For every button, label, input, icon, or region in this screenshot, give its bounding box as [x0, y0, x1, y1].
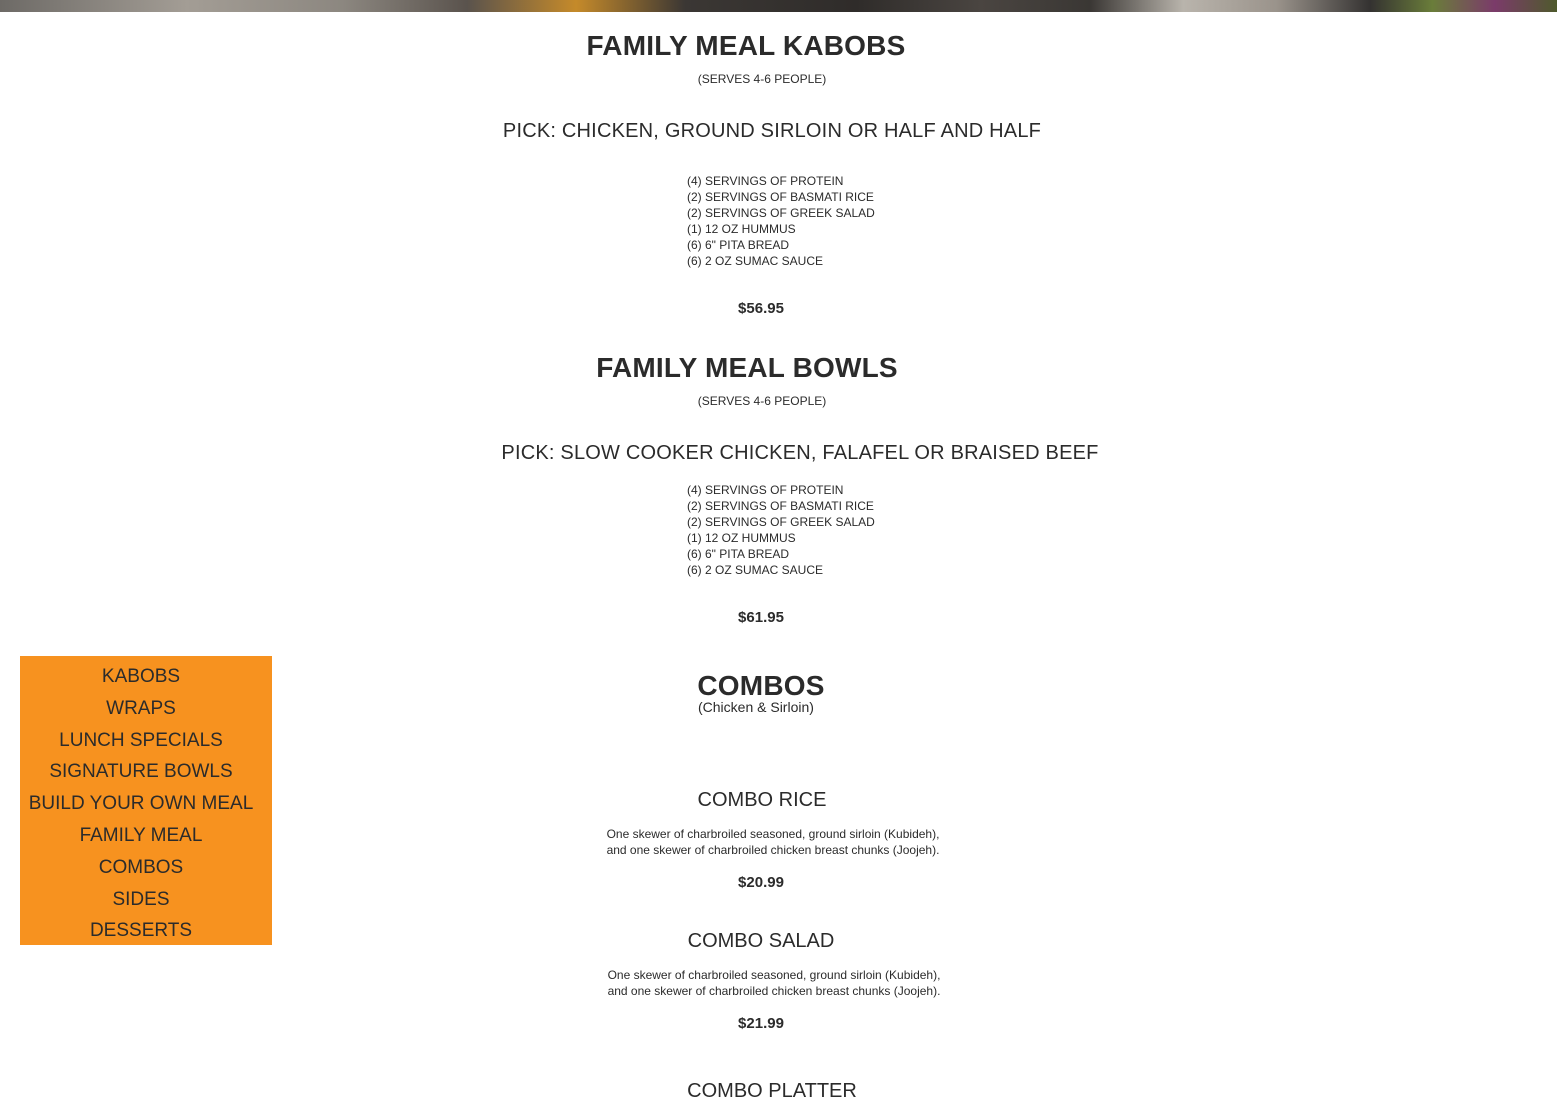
menu-item-description	[573, 826, 973, 858]
price: $20.99	[738, 874, 784, 891]
list-item: (2) SERVINGS OF GREEK SALAD	[687, 206, 875, 220]
menu-item-name: COMBO PLATTER	[687, 1080, 857, 1102]
nav-item-lunch-specials[interactable]: LUNCH SPECIALS	[59, 729, 223, 751]
included-items-list	[687, 173, 947, 269]
list-item: (2) SERVINGS OF GREEK SALAD	[687, 515, 875, 529]
hero-image-strip	[0, 0, 1557, 12]
list-item: (1) 12 OZ HUMMUS	[687, 531, 796, 545]
nav-item-signature-bowls[interactable]: SIGNATURE BOWLS	[49, 761, 233, 783]
pick-options: PICK: SLOW COOKER CHICKEN, FALAFEL OR BRAISED BEEF	[501, 442, 1099, 464]
list-item: (6) 2 OZ SUMAC SAUCE	[687, 254, 824, 268]
list-item: (1) 12 OZ HUMMUS	[687, 222, 796, 236]
menu-item-name: COMBO SALAD	[687, 930, 835, 952]
nav-item-sides[interactable]: SIDES	[112, 888, 170, 910]
description-line: and one skewer of charbroiled chicken breast chunks (Joojeh).	[606, 843, 940, 857]
nav-item-family-meal[interactable]: FAMILY MEAL	[79, 824, 203, 846]
list-item: (4) SERVINGS OF PROTEIN	[687, 174, 844, 188]
price: $21.99	[738, 1015, 784, 1032]
list-item: (4) SERVINGS OF PROTEIN	[687, 483, 844, 497]
menu-category-nav	[20, 656, 272, 945]
price: $61.95	[738, 609, 784, 626]
description-line: and one skewer of charbroiled chicken breast chunks (Joojeh).	[607, 984, 941, 998]
section-title: COMBOS	[697, 670, 825, 701]
serves-note: (SERVES 4-6 PEOPLE)	[697, 72, 827, 86]
list-item: (2) SERVINGS OF BASMATI RICE	[687, 499, 874, 513]
nav-item-combos[interactable]: COMBOS	[98, 856, 184, 878]
nav-item-desserts[interactable]: DESSERTS	[89, 920, 193, 942]
included-items-list	[687, 482, 947, 578]
menu-item-name: COMBO RICE	[697, 789, 827, 811]
list-item: (2) SERVINGS OF BASMATI RICE	[687, 190, 874, 204]
description-line: One skewer of charbroiled seasoned, ground sirloin (Kubideh),	[606, 827, 940, 841]
list-item: (6) 6" PITA BREAD	[687, 238, 790, 252]
list-item: (6) 2 OZ SUMAC SAUCE	[687, 563, 824, 577]
price: $56.95	[738, 300, 784, 317]
menu-item-description	[574, 967, 974, 999]
pick-options: PICK: CHICKEN, GROUND SIRLOIN OR HALF AND HALF	[502, 120, 1042, 142]
nav-item-wraps[interactable]: WRAPS	[106, 697, 176, 719]
nav-item-build-your-own-meal[interactable]: BUILD YOUR OWN MEAL	[28, 793, 254, 815]
list-item: (6) 6" PITA BREAD	[687, 547, 790, 561]
serves-note: (SERVES 4-6 PEOPLE)	[697, 394, 827, 408]
section-subtitle: (Chicken & Sirloin)	[698, 699, 814, 715]
section-title: FAMILY MEAL BOWLS	[596, 352, 898, 383]
section-title: FAMILY MEAL KABOBS	[586, 30, 906, 61]
description-line: One skewer of charbroiled seasoned, ground sirloin (Kubideh),	[607, 968, 941, 982]
nav-item-kabobs[interactable]: KABOBS	[101, 666, 181, 687]
